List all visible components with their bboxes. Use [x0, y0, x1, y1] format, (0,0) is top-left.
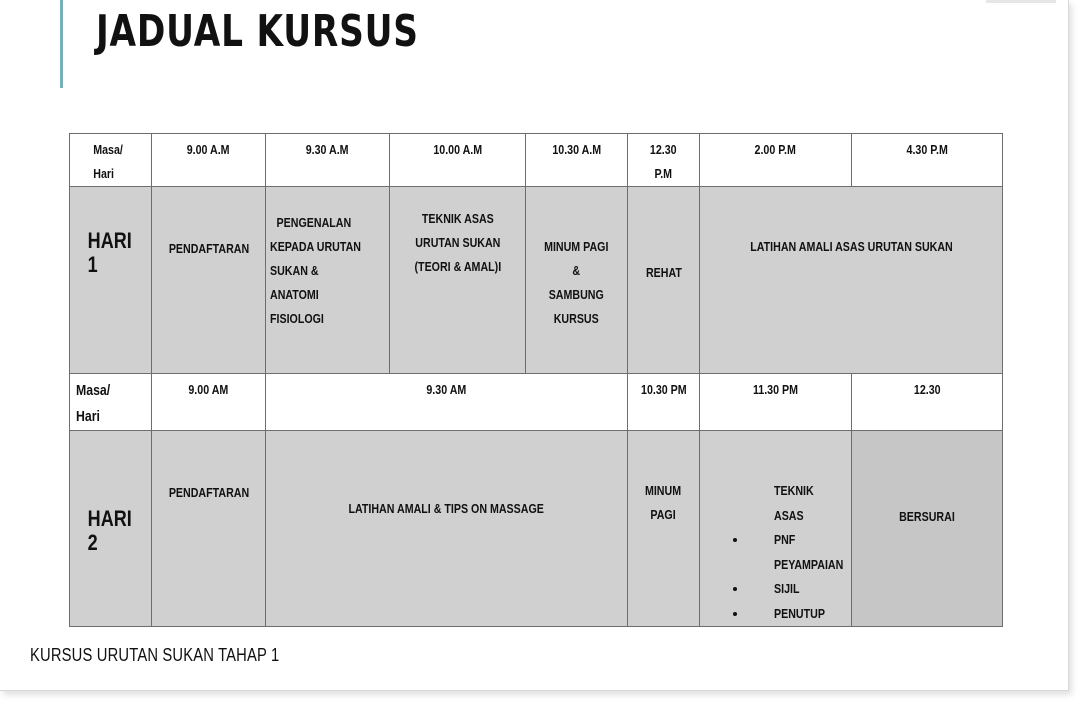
session-cell: MINUM PAGI: [628, 431, 700, 627]
closing-list: [700, 479, 851, 626]
list-item: • PEYAMPAIAN SIJIL: [748, 553, 851, 602]
day-label: HARI 1: [70, 187, 152, 374]
masa-hari-label: Masa/ Hari: [70, 134, 152, 187]
time-cell: 10.30 PM: [628, 374, 700, 431]
time-cell: 9.00 A.M: [152, 134, 266, 187]
session-cell: MINUM PAGI & SAMBUNG KURSUS: [526, 187, 628, 374]
time-cell: 4.30 P.M: [852, 134, 1003, 187]
session-cell: PENDAFTARAN: [152, 187, 266, 374]
corner-mark: [986, 0, 1056, 3]
session-cell: PENGENALAN KEPADA URUTAN SUKAN & ANATOMI FISIOLOGI: [266, 187, 390, 374]
time-cell: 9.30 A.M: [266, 134, 390, 187]
day2-row: [70, 431, 1003, 627]
day1-time-row: [70, 134, 1003, 187]
time-cell: 9.00 AM: [152, 374, 266, 431]
day2-time-row: [70, 374, 1003, 431]
session-cell: PENDAFTARAN: [152, 431, 266, 627]
time-cell: 10.30 A.M: [526, 134, 628, 187]
session-cell: BERSURAI: [852, 431, 1003, 627]
footer-caption: KURSUS URUTAN SUKAN TAHAP 1: [30, 645, 280, 665]
session-cell: LATIHAN AMALI & TIPS ON MASSAGE: [266, 431, 628, 627]
page-title: JADUAL KURSUS: [96, 6, 419, 57]
time-cell: 10.00 A.M: [390, 134, 526, 187]
list-item: • PENUTUP: [748, 602, 851, 627]
list-item: • TEKNIK ASAS PNF: [748, 479, 851, 553]
session-cell: LATIHAN AMALI ASAS URUTAN SUKAN: [700, 187, 1003, 374]
time-cell: 12.30: [852, 374, 1003, 431]
time-cell: 2.00 P.M: [700, 134, 852, 187]
session-cell: TEKNIK ASAS URUTAN SUKAN (TEORI & AMAL)I: [390, 187, 526, 374]
accent-bar: [60, 0, 63, 88]
masa-hari-label: Masa/ Hari: [70, 374, 152, 431]
time-cell: 12.30 P.M: [628, 134, 700, 187]
session-cell: REHAT: [628, 187, 700, 374]
day-label: HARI 2: [70, 431, 152, 627]
day1-row: [70, 187, 1003, 374]
time-cell: 11.30 PM: [700, 374, 852, 431]
schedule-table: [69, 133, 1003, 627]
session-cell: [700, 431, 852, 627]
time-cell: 9.30 AM: [266, 374, 628, 431]
